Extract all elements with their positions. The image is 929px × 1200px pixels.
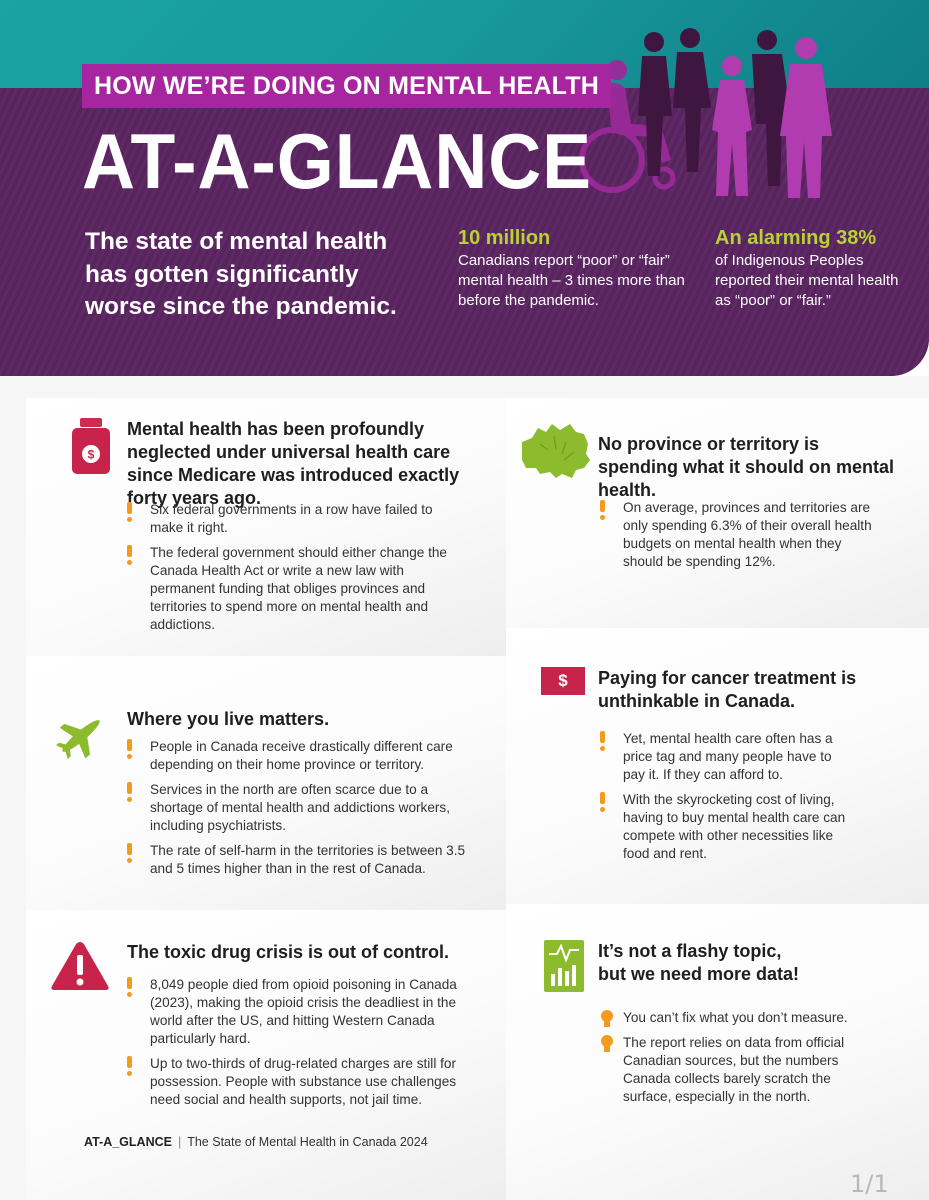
footer-title: The State of Mental Health in Canada 2024 <box>187 1135 428 1149</box>
section-heading-drugs: The toxic drug crisis is out of control. <box>127 942 450 962</box>
bullet-list-drugs <box>150 976 480 1116</box>
bullet-text: Six federal governments in a row have failed to make it right. <box>150 502 433 535</box>
warning-triangle-icon <box>50 940 110 992</box>
list-item <box>623 1034 863 1106</box>
list-item <box>623 1009 863 1027</box>
bullet-text: The rate of self-harm in the territories is between 3.5 and 5 times higher than in the rest of Canada. <box>150 843 466 876</box>
medicine-bottle-icon <box>72 418 110 474</box>
list-item <box>150 501 450 537</box>
bullet-list-medicare <box>150 501 450 641</box>
footer-brand: AT-A_GLANCE <box>84 1135 172 1149</box>
section-heading-spending: No province or territory is spending what it should on mental health. <box>598 434 894 500</box>
bullet-list-cost <box>623 730 853 870</box>
people-silhouettes-icon <box>572 28 842 200</box>
footer <box>84 1135 428 1149</box>
intro-statement: The state of mental health has gotten significantly worse since the pandemic. <box>85 228 397 320</box>
bullet-text: 8,049 people died from opioid poisoning in Canada (2023), making the opioid crisis the deadliest in the world after the US, and hitting Western Canada particularly hard. <box>150 977 457 1046</box>
bullet-text: The report relies on data from official Canadian sources, but the numbers Canada collects barely scratch the surface, especially in the north. <box>623 1035 845 1104</box>
lightbulb-icon <box>601 1035 613 1053</box>
bullet-text: Yet, mental health care often has a price tag and many people have to pay it. If they can afford to. <box>623 731 833 782</box>
stat-indigenous <box>715 226 915 311</box>
bullet-text: Up to two-thirds of drug-related charges are still for possession. People with substance use challenges need social and health supports, not jail time. <box>150 1056 457 1107</box>
bullet-list-spending <box>623 499 883 578</box>
list-item <box>150 842 470 878</box>
bullet-text: On average, provinces and territories are only spending 6.3% of their overall health budgets on mental health when they should be spending 12%. <box>623 500 872 569</box>
list-item <box>150 1055 480 1109</box>
list-item <box>150 781 470 835</box>
data-report-icon <box>544 940 584 992</box>
bullet-text: People in Canada receive drastically different care depending on their home province or territory. <box>150 739 453 772</box>
stat-text: Canadians report “poor” or “fair” mental health – 3 times more than before the pandemic. <box>458 252 685 309</box>
airplane-icon <box>54 709 108 763</box>
header-banner <box>0 0 929 376</box>
stat-value: An alarming 38% <box>715 227 877 249</box>
lightbulb-icon <box>601 1010 613 1028</box>
list-item <box>623 791 853 863</box>
section-heading-medicare: Mental health has been profoundly neglected under universal health care since Medicare was introduced exactly forty years ago. <box>127 419 460 508</box>
bullet-text: With the skyrocketing cost of living, having to buy mental health care can compete with other necessities like food and rent. <box>623 792 846 861</box>
section-heading-location: Where you live matters. <box>127 709 330 729</box>
header-kicker: HOW WE’RE DOING ON MENTAL HEALTH <box>82 64 611 108</box>
stat-value: 10 million <box>458 227 551 249</box>
stat-ten-million <box>458 226 688 311</box>
stat-text: of Indigenous Peoples reported their mental health as “poor” or “fair.” <box>715 252 899 309</box>
list-item <box>150 544 450 634</box>
list-item <box>150 976 480 1048</box>
page-title: AT-A-GLANCE <box>82 117 592 205</box>
page-number: 1/1 <box>850 1170 889 1198</box>
section-heading-line: but we need more data! <box>598 964 800 984</box>
dollar-sign-icon: $ <box>541 667 585 695</box>
list-item <box>150 738 470 774</box>
bullet-text: Services in the north are often scarce due to a shortage of mental health and addictions workers, including psychiatrists. <box>150 782 450 833</box>
svg-text:$: $ <box>87 447 95 462</box>
bullet-text: The federal government should either change the Canada Health Act or write a new law with permanent funding that obliges provinces and territories to spend more on mental health and addictions. <box>150 545 447 632</box>
section-heading-line: It’s not a flashy topic, <box>598 941 782 961</box>
list-item <box>623 499 883 571</box>
bullet-list-data <box>623 1009 863 1113</box>
bullet-text: You can’t fix what you don’t measure. <box>623 1010 848 1025</box>
section-heading-cost: Paying for cancer treatment is unthinkable in Canada. <box>598 668 857 711</box>
section-heading-data <box>598 940 878 986</box>
bullet-list-location <box>150 738 470 885</box>
list-item <box>623 730 853 784</box>
canada-map-icon <box>520 422 592 480</box>
footer-separator: | <box>177 1135 182 1149</box>
